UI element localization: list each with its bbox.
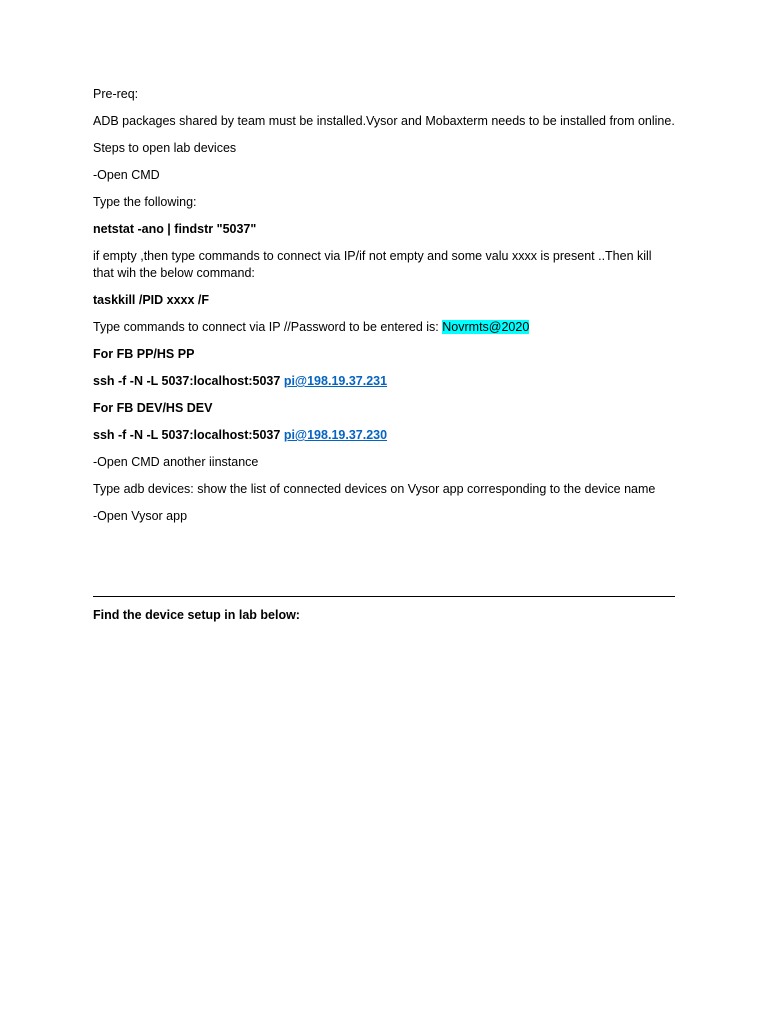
open-vysor: -Open Vysor app	[93, 509, 188, 523]
ssh-dev-link[interactable]: pi@198.19.37.230	[283, 428, 388, 442]
another-instance: -Open CMD another iinstance	[93, 455, 259, 469]
taskkill-command: taskkill /PID xxxx /F	[93, 293, 210, 307]
prereq-text: ADB packages shared by team must be installed.Vysor and Mobaxterm needs to be installed from online.	[93, 114, 675, 128]
step-open-cmd: -Open CMD	[93, 168, 160, 182]
horizontal-rule	[93, 596, 675, 597]
find-device-heading: Find the device setup in lab below:	[93, 608, 300, 622]
ssh-pp-link[interactable]: pi@198.19.37.231	[283, 374, 388, 388]
fb-pp-heading: For FB PP/HS PP	[93, 347, 195, 361]
ssh-pp-command	[93, 373, 675, 390]
type-following: Type the following:	[93, 195, 197, 209]
password-highlight: Novrmts@2020	[442, 320, 530, 334]
fb-dev-heading: For FB DEV/HS DEV	[93, 401, 213, 415]
ssh-dev-prefix: ssh -f -N -L 5037:localhost:5037	[93, 428, 284, 442]
ssh-dev-command	[93, 427, 675, 444]
steps-title: Steps to open lab devices	[93, 141, 237, 155]
document-body	[93, 86, 675, 535]
if-empty-text: if empty ,then type commands to connect via IP/if not empty and some valu xxxx is present ..Then kill that wih the below command:	[93, 249, 652, 280]
netstat-command: netstat -ano | findstr "5037"	[93, 222, 257, 236]
prereq-title: Pre-req:	[93, 87, 139, 101]
ssh-pp-prefix: ssh -f -N -L 5037:localhost:5037	[93, 374, 284, 388]
connect-instructions	[93, 319, 675, 336]
adb-devices-text: Type adb devices: show the list of connected devices on Vysor app corresponding to the device name	[93, 482, 656, 496]
connect-prefix: Type commands to connect via IP //Password to be entered is:	[93, 320, 443, 334]
